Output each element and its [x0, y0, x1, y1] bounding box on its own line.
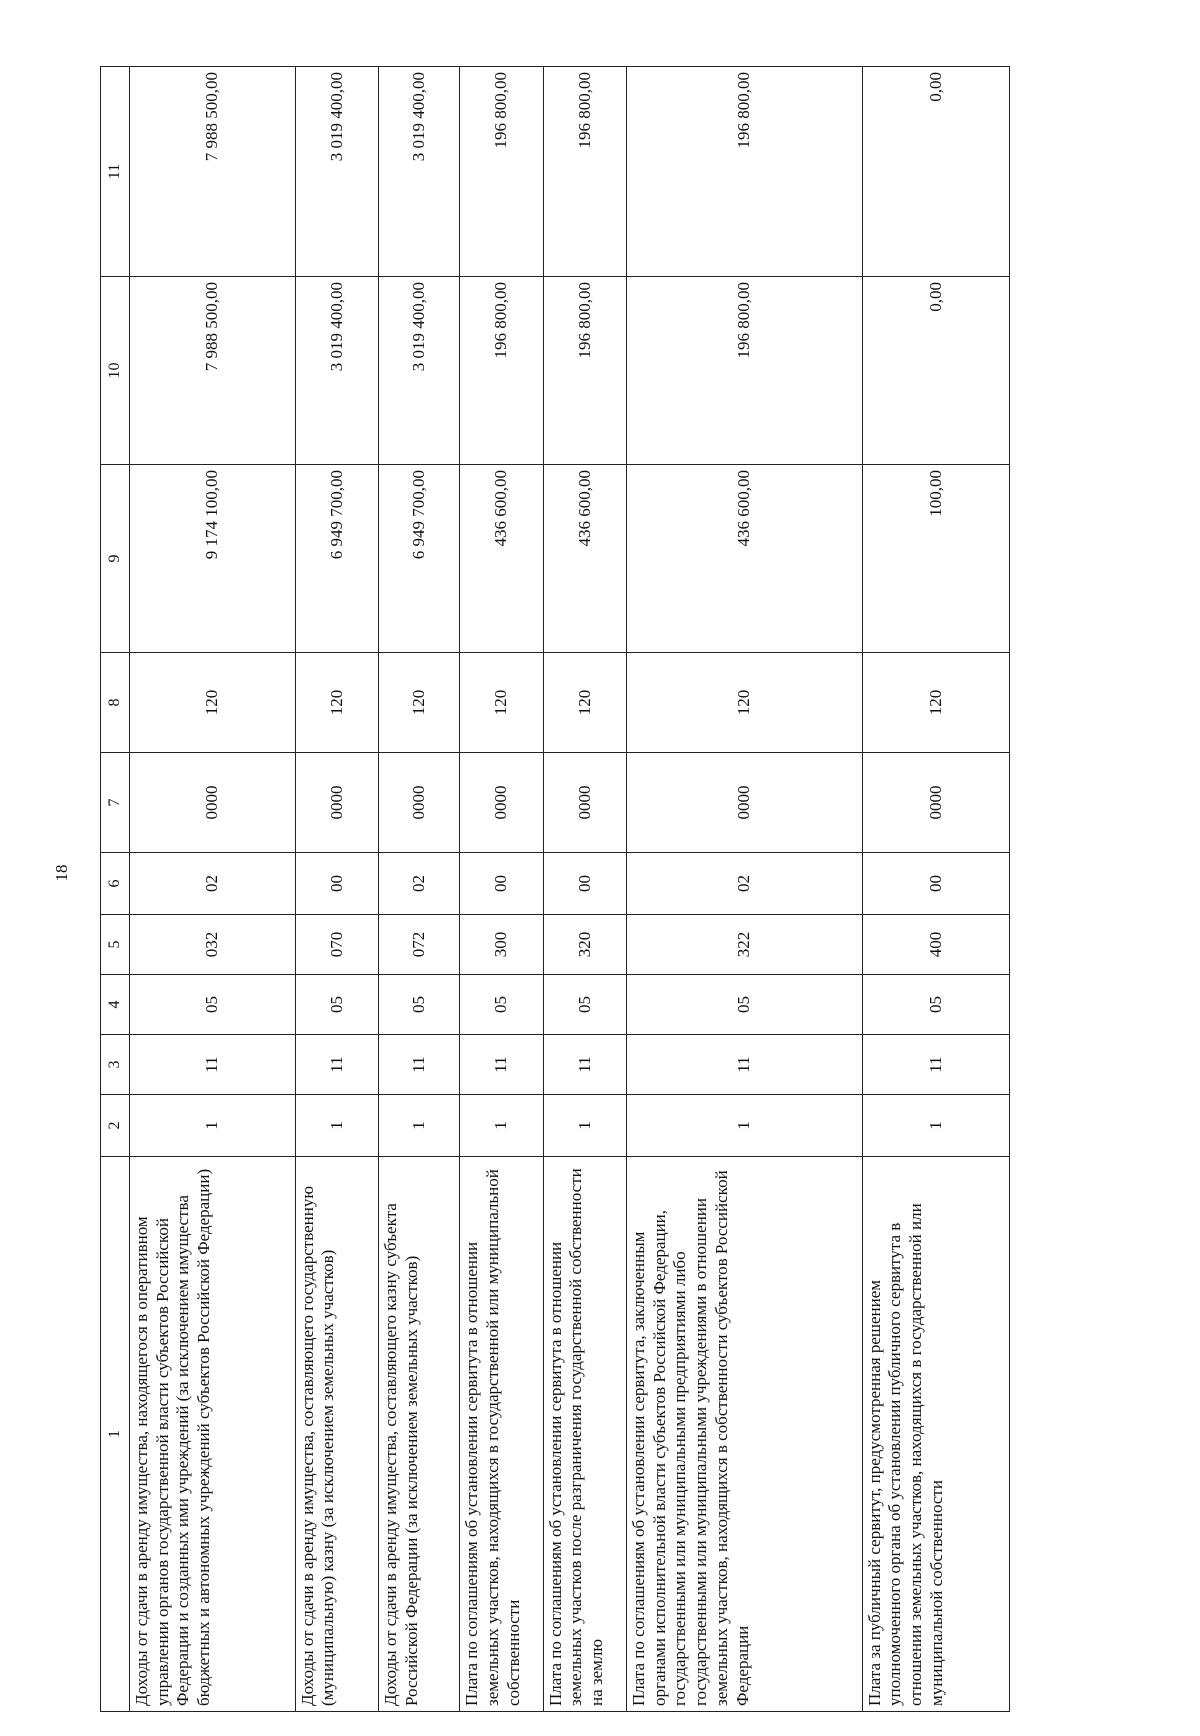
- amount-cell: 3 019 400,00: [378, 67, 459, 277]
- code-cell: 032: [130, 915, 296, 975]
- code-cell: 120: [862, 653, 1009, 753]
- code-cell: 0000: [130, 753, 296, 853]
- code-cell: 1: [626, 1095, 862, 1157]
- amount-cell: 7 988 500,00: [130, 277, 296, 465]
- code-cell: 1: [460, 1095, 543, 1157]
- code-cell: 320: [543, 915, 626, 975]
- column-header-2: 2: [101, 1095, 130, 1157]
- code-cell: 072: [378, 915, 459, 975]
- amount-cell: 6 949 700,00: [295, 465, 378, 653]
- code-cell: 070: [295, 915, 378, 975]
- code-cell: 11: [460, 1035, 543, 1095]
- row-description: Доходы от сдачи в аренду имущества, составляющего государственную (муниципальную) казну (за исключением земельных участков): [295, 1157, 378, 1712]
- code-cell: 120: [626, 653, 862, 753]
- code-cell: 1: [378, 1095, 459, 1157]
- code-cell: 11: [295, 1035, 378, 1095]
- amount-cell: 0,00: [862, 67, 1009, 277]
- table-row: [378, 67, 459, 1712]
- code-cell: 05: [378, 975, 459, 1035]
- code-cell: 05: [130, 975, 296, 1035]
- amount-cell: 436 600,00: [460, 465, 543, 653]
- code-cell: 05: [295, 975, 378, 1035]
- amount-cell: 100,00: [862, 465, 1009, 653]
- code-cell: 05: [543, 975, 626, 1035]
- row-description: Плата по соглашениям об установлении сервитута, заключенным органами исполнительной власти субъектов Российской Федерации, государственными или муниципальными предприятиями либо государственными или муниципальными учреждениями в отношении земельных участков, находящихся в собственности субъектов Российской Федерации: [626, 1157, 862, 1712]
- row-description: Плата по соглашениям об установлении сервитута в отношении земельных участков после разграничения государственной собственности на землю: [543, 1157, 626, 1712]
- code-cell: 11: [378, 1035, 459, 1095]
- code-cell: 11: [130, 1035, 296, 1095]
- code-cell: 120: [295, 653, 378, 753]
- amount-cell: 196 800,00: [543, 67, 626, 277]
- header-row: [101, 67, 130, 1712]
- code-cell: 0000: [295, 753, 378, 853]
- code-cell: 120: [130, 653, 296, 753]
- page-number: 18: [52, 864, 71, 882]
- code-cell: 1: [862, 1095, 1009, 1157]
- code-cell: 1: [130, 1095, 296, 1157]
- column-header-6: 6: [101, 853, 130, 915]
- table-row: [543, 67, 626, 1712]
- code-cell: 00: [460, 853, 543, 915]
- code-cell: 05: [862, 975, 1009, 1035]
- code-cell: 11: [862, 1035, 1009, 1095]
- table-row: [862, 67, 1009, 1712]
- code-cell: 05: [626, 975, 862, 1035]
- code-cell: 11: [626, 1035, 862, 1095]
- amount-cell: 436 600,00: [626, 465, 862, 653]
- column-header-4: 4: [101, 975, 130, 1035]
- row-description: Доходы от сдачи в аренду имущества, составляющего казну субъекта Российской Федерации (за исключением земельных участков): [378, 1157, 459, 1712]
- amount-cell: 196 800,00: [626, 277, 862, 465]
- amount-cell: 0,00: [862, 277, 1009, 465]
- code-cell: 400: [862, 915, 1009, 975]
- code-cell: 0000: [862, 753, 1009, 853]
- column-header-11: 11: [101, 67, 130, 277]
- column-header-9: 9: [101, 465, 130, 653]
- row-description: Плата за публичный сервитут, предусмотренная решением уполномоченного органа об установлении публичного сервитута в отношении земельных участков, находящихся в государственной или муниципальной собственности: [862, 1157, 1009, 1712]
- column-header-5: 5: [101, 915, 130, 975]
- code-cell: 00: [543, 853, 626, 915]
- column-header-7: 7: [101, 753, 130, 853]
- code-cell: 120: [543, 653, 626, 753]
- code-cell: 00: [862, 853, 1009, 915]
- code-cell: 322: [626, 915, 862, 975]
- rotated-table-container: [100, 67, 1010, 1712]
- code-cell: 120: [378, 653, 459, 753]
- code-cell: 0000: [460, 753, 543, 853]
- amount-cell: 196 800,00: [543, 277, 626, 465]
- code-cell: 05: [460, 975, 543, 1035]
- code-cell: 1: [295, 1095, 378, 1157]
- column-header-3: 3: [101, 1035, 130, 1095]
- amount-cell: 3 019 400,00: [295, 67, 378, 277]
- amount-cell: 196 800,00: [460, 67, 543, 277]
- code-cell: 11: [543, 1035, 626, 1095]
- table-row: [130, 67, 296, 1712]
- amount-cell: 196 800,00: [626, 67, 862, 277]
- amount-cell: 7 988 500,00: [130, 67, 296, 277]
- code-cell: 0000: [378, 753, 459, 853]
- amount-cell: 196 800,00: [460, 277, 543, 465]
- amount-cell: 9 174 100,00: [130, 465, 296, 653]
- code-cell: 0000: [543, 753, 626, 853]
- column-header-1: 1: [101, 1157, 130, 1712]
- code-cell: 00: [295, 853, 378, 915]
- code-cell: 0000: [626, 753, 862, 853]
- table-row: [295, 67, 378, 1712]
- code-cell: 02: [378, 853, 459, 915]
- amount-cell: 436 600,00: [543, 465, 626, 653]
- code-cell: 300: [460, 915, 543, 975]
- code-cell: 02: [130, 853, 296, 915]
- amount-cell: 3 019 400,00: [378, 277, 459, 465]
- amount-cell: 3 019 400,00: [295, 277, 378, 465]
- row-description: Плата по соглашениям об установлении сервитута в отношении земельных участков, находящихся в государственной или муниципальной собственности: [460, 1157, 543, 1712]
- table-row: [626, 67, 862, 1712]
- revenue-table: [100, 66, 1010, 1712]
- amount-cell: 6 949 700,00: [378, 465, 459, 653]
- column-header-10: 10: [101, 277, 130, 465]
- code-cell: 120: [460, 653, 543, 753]
- code-cell: 1: [543, 1095, 626, 1157]
- column-header-8: 8: [101, 653, 130, 753]
- code-cell: 02: [626, 853, 862, 915]
- row-description: Доходы от сдачи в аренду имущества, находящегося в оперативном управлении органов государственной власти субъектов Российской Федерации и созданных ими учреждений (за исключением имущества бюджетных и автономных учреждений субъектов Российской Федерации): [130, 1157, 296, 1712]
- table-row: [460, 67, 543, 1712]
